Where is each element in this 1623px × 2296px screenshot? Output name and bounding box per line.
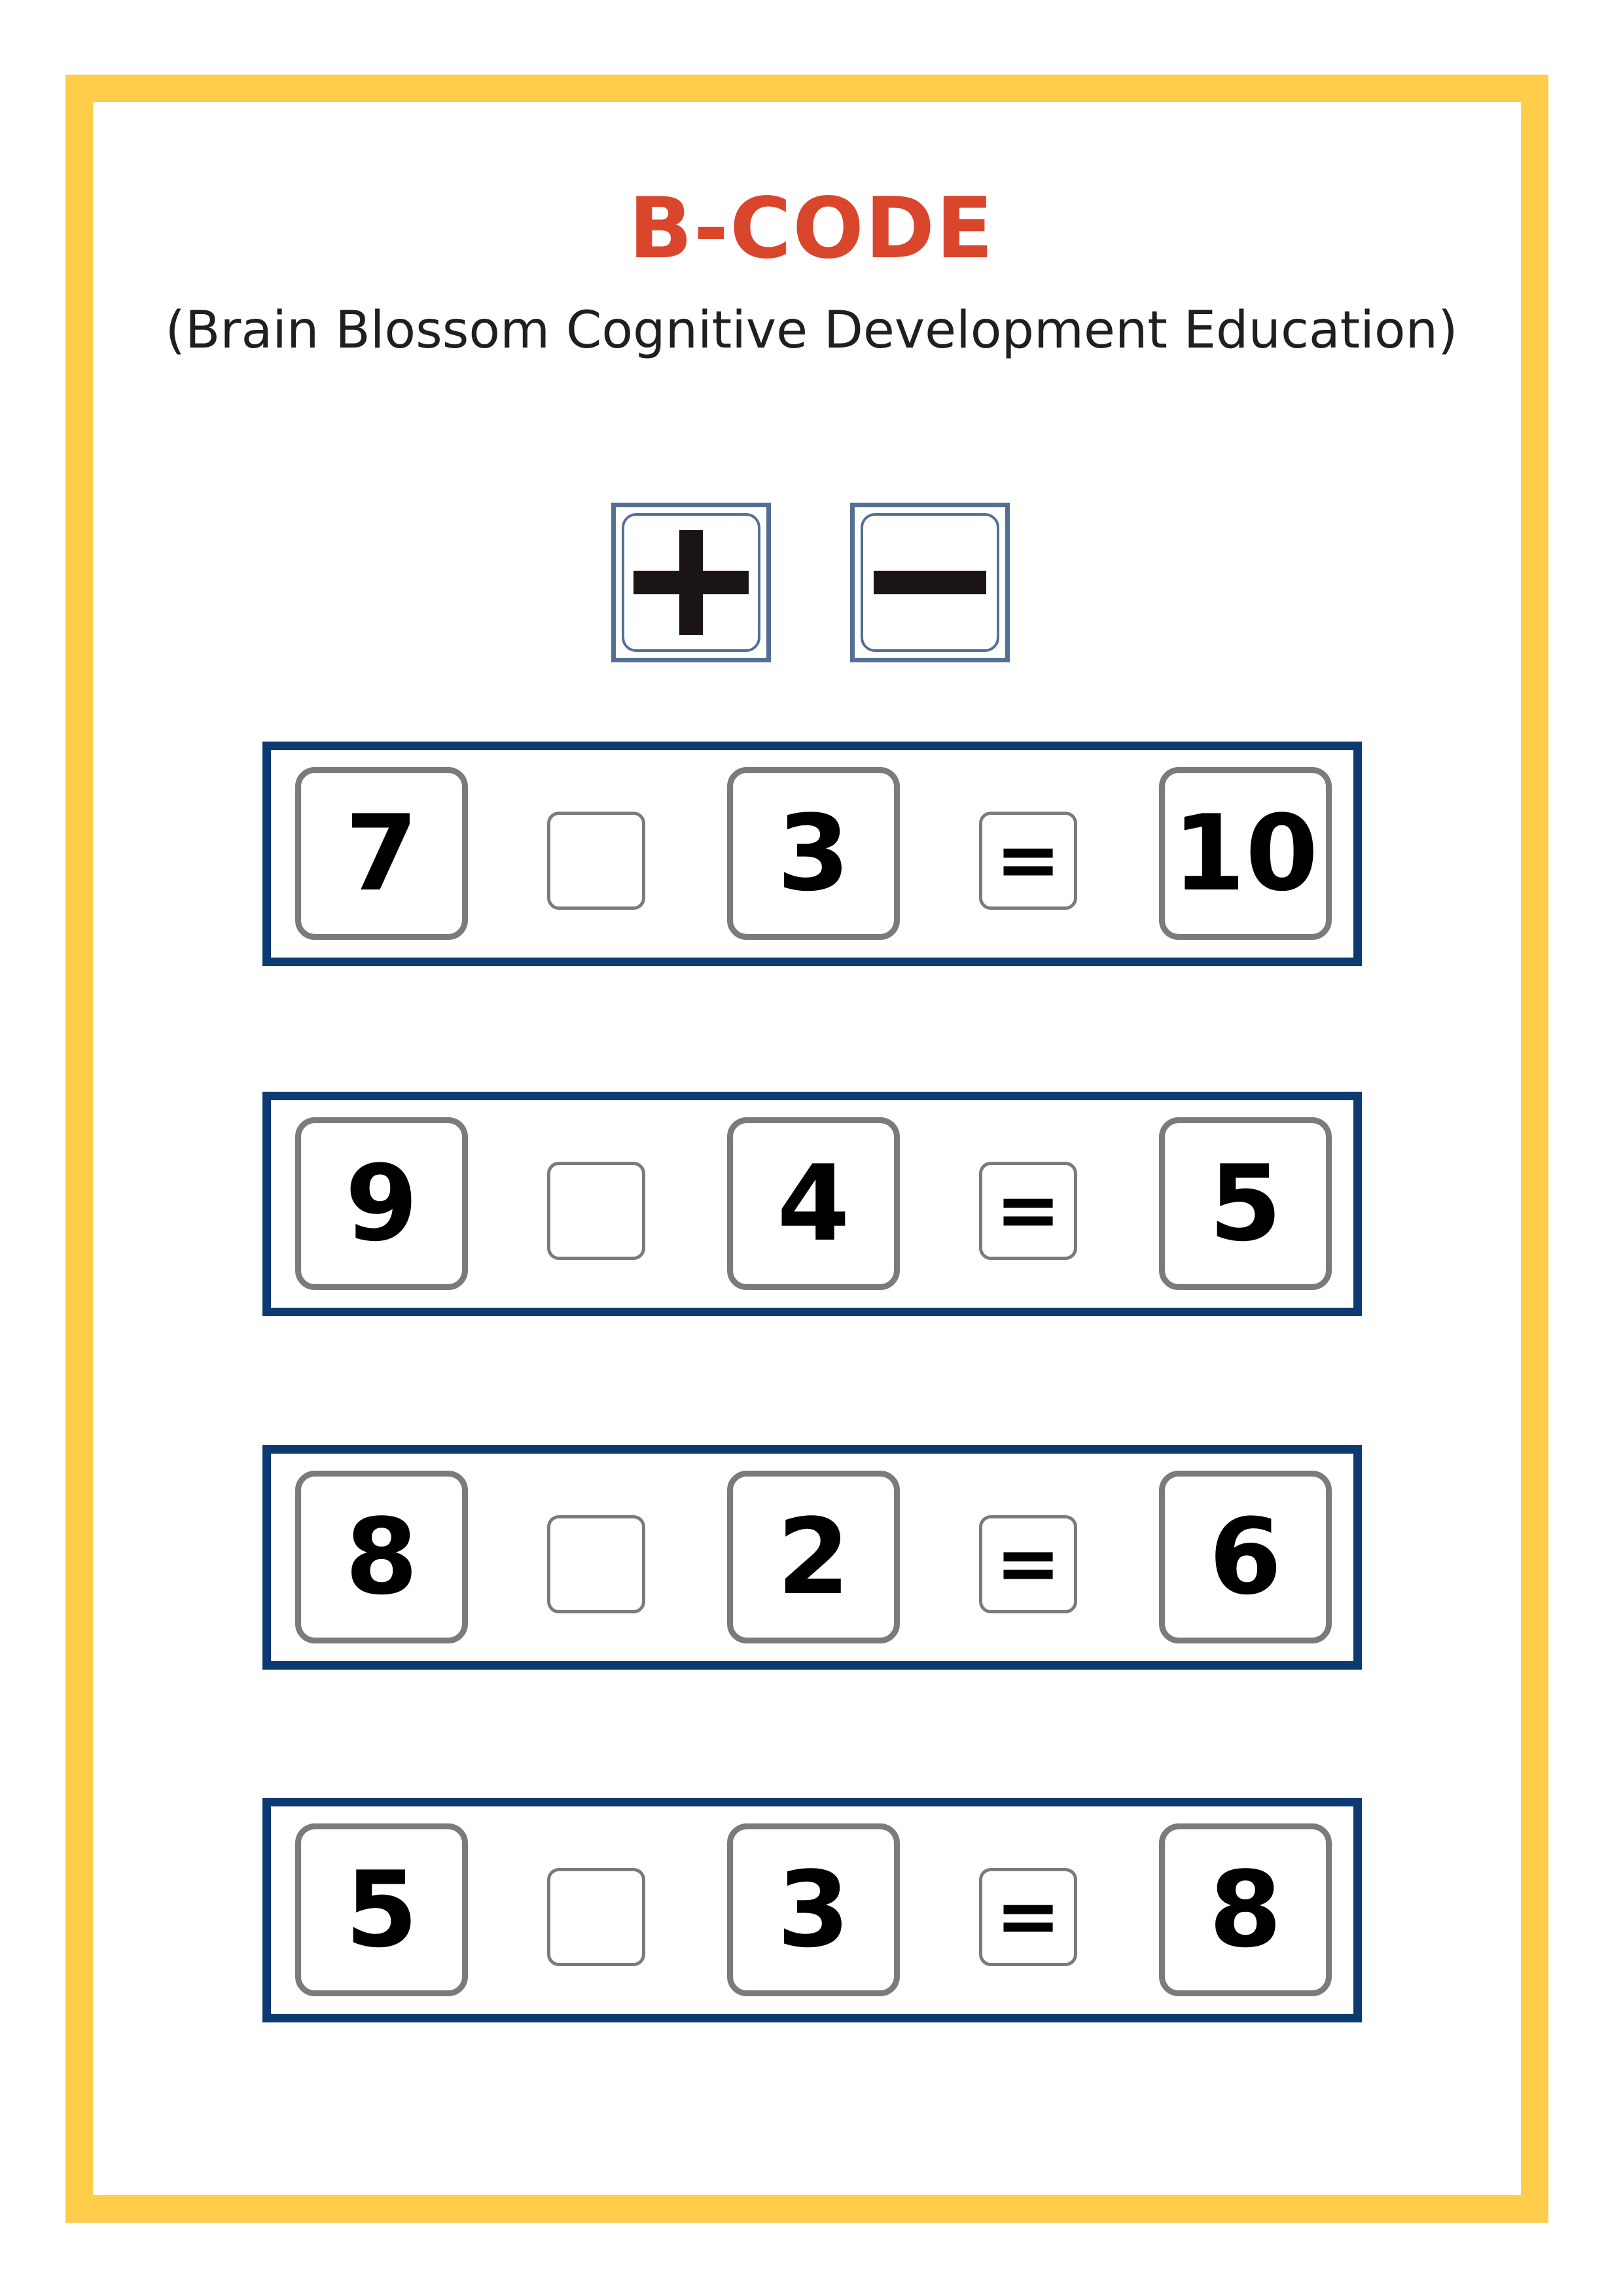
- operand-a-cell: 7: [295, 767, 468, 940]
- minus-operator-inner: [861, 513, 999, 652]
- equation-row-3: [262, 1445, 1362, 1670]
- equation-row-4: [262, 1798, 1362, 2022]
- operator-answer-blank[interactable]: [547, 812, 645, 910]
- operand-b-cell: 3: [727, 767, 900, 940]
- page-title: B-CODE: [628, 180, 995, 278]
- operator-answer-blank[interactable]: [547, 1868, 645, 1966]
- operand-b-cell: 3: [727, 1823, 900, 1996]
- equals-sign-box: =: [979, 1868, 1077, 1966]
- operand-a-cell: 9: [295, 1117, 468, 1290]
- equals-sign-box: =: [979, 1515, 1077, 1613]
- operator-answer-blank[interactable]: [547, 1515, 645, 1613]
- equals-sign-box: =: [979, 1162, 1077, 1260]
- result-cell: 10: [1159, 767, 1332, 940]
- page-subtitle: (Brain Blossom Cognitive Development Education): [165, 301, 1458, 360]
- operand-a-cell: 8: [295, 1471, 468, 1643]
- minus-icon: [865, 517, 995, 648]
- result-cell: 8: [1159, 1823, 1332, 1996]
- plus-operator-tile[interactable]: [611, 503, 771, 662]
- plus-operator-inner: [622, 513, 760, 652]
- result-cell: 6: [1159, 1471, 1332, 1643]
- result-cell: 5: [1159, 1117, 1332, 1290]
- equation-row-1: [262, 742, 1362, 966]
- plus-icon: [626, 517, 757, 648]
- operator-answer-blank[interactable]: [547, 1162, 645, 1260]
- equation-row-2: [262, 1092, 1362, 1316]
- operand-a-cell: 5: [295, 1823, 468, 1996]
- equals-sign-box: =: [979, 812, 1077, 910]
- operand-b-cell: 2: [727, 1471, 900, 1643]
- minus-operator-tile[interactable]: [850, 503, 1010, 662]
- operand-b-cell: 4: [727, 1117, 900, 1290]
